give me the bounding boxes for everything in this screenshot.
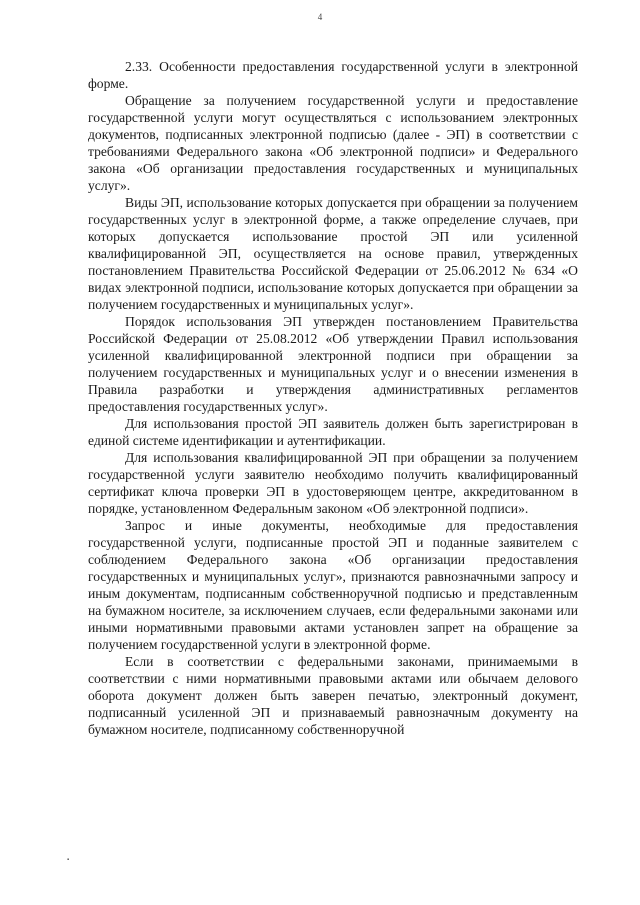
paragraph-electronic-documents: Обращение за получением государственной услуги и предоставление государственной услуги могут осуществляться с использованием электронных документов, подписанных электронной подписью (далее - ЭП) в соответствии с требованиями Федерального закона «Об электронной подписи» и Федерального закона «Об организации предоставления государственных и муниципальных услуг». bbox=[88, 93, 578, 193]
document-body bbox=[88, 58, 578, 738]
paragraph-qualified-signature: Для использования квалифицированной ЭП при обращении за получением государственной услуги заявителю необходимо получить квалифицированный сертификат ключа проверки ЭП в удостоверяющем центре, аккредитованном в порядке, установленном Федеральным законом «Об электронной подписи». bbox=[88, 450, 578, 516]
paragraph-equivalent-documents: Запрос и иные документы, необходимые для предоставления государственной услуги, подписанные простой ЭП и поданные заявителем с соблюдением Федерального закона «Об организации предоставления государственных и муниципальных услуг», признаются равнозначными запросу и иным документам, подписанным собственноручной подписью и представленным на бумажном носителе, за исключением случаев, если федеральными законами или иными нормативными правовыми актами установлен запрет на обращение за получением государственной услуги в электронной форме. bbox=[88, 518, 578, 652]
paragraph-2-33-heading: 2.33. Особенности предоставления государственной услуги в электронной форме. bbox=[88, 59, 578, 91]
page-number: 4 bbox=[317, 12, 323, 22]
paragraph-seal-requirement: Если в соответствии с федеральными законами, принимаемыми в соответствии с ними нормативными правовыми актами или обычаем делового оборота документ должен быть заверен печатью, электронный документ, подписанный усиленной ЭП и признаваемый равнозначным документу на бумажном носителе, подписанному собственноручной bbox=[88, 654, 578, 737]
scan-speck: ▪ bbox=[67, 857, 70, 863]
paragraph-simple-signature: Для использования простой ЭП заявитель должен быть зарегистрирован в единой системе идентификации и аутентификации. bbox=[88, 416, 578, 448]
paragraph-signature-types: Виды ЭП, использование которых допускается при обращении за получением государственных услуг в электронной форме, а также определение случаев, при которых допускается использование простой ЭП или усиленной квалифицированной ЭП, осуществляется на основе правил, утвержденных постановлением Правительства Российской Федерации от 25.06.2012 № 634 «О видах электронной подписи, использование которых допускается при обращении за получением государственных и муниципальных услуг». bbox=[88, 195, 578, 312]
paragraph-signature-procedure: Порядок использования ЭП утвержден постановлением Правительства Российской Федерации от 25.08.2012 «Об утверждении Правил использования усиленной квалифицированной электронной подписи при обращении за получением государственных и муниципальных услуг и о внесении изменения в Правила разработки и утверждения административных регламентов предоставления государственных услуг». bbox=[88, 314, 578, 414]
